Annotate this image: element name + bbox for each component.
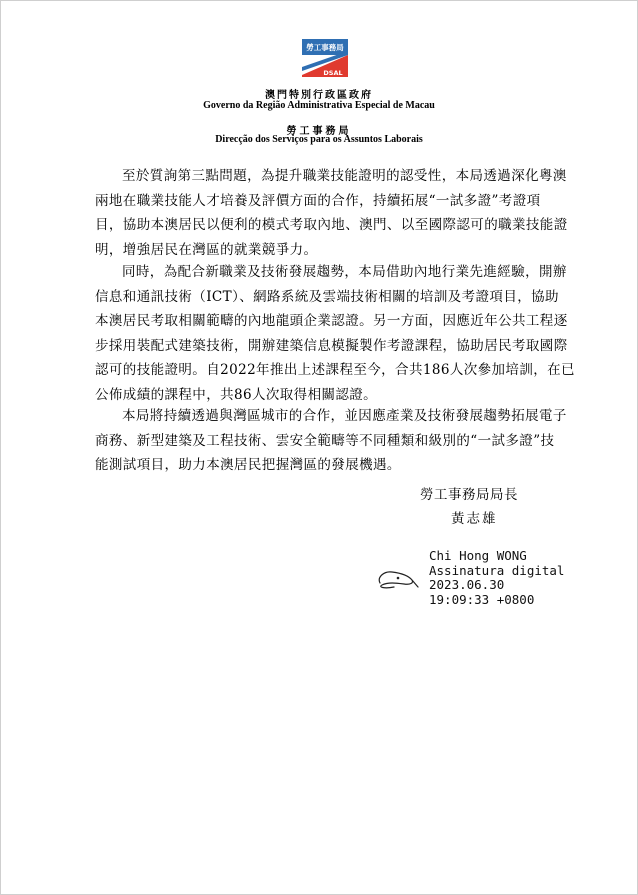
digital-signature-signer: Chi Hong WONG xyxy=(429,548,527,563)
paragraph-line: 信息和通訊技術（ICT）、網路系統及雲端技術相關的培訓及考證項目，協助 xyxy=(95,288,559,305)
paragraph-line: 兩地在職業技能人才培養及評價方面的合作，持續拓展“一試多證”考證項 xyxy=(95,192,541,209)
paragraph-line: 至於質詢第三點問題，為提升職業技能證明的認受性，本局透過深化粵澳 xyxy=(122,168,567,184)
paragraph-line: 商務、新型建築及工程技術、雲安全範疇等不同種類和級別的“一試多證”技 xyxy=(95,432,555,449)
digital-signature-time: 19:09:33 +0800 xyxy=(429,591,535,607)
paragraph-line: 同時，為配合新職業及技術發展趨勢，本局借助內地行業先進經驗，開辦 xyxy=(122,264,567,280)
digital-signature-date: 2023.06.30 xyxy=(429,577,505,593)
paragraph-line: 能測試項目，助力本澳居民把握灣區的發展機遇。 xyxy=(95,457,401,473)
paragraph-line: 步採用裝配式建築技術，開辦建築信息模擬製作考證課程，協助居民考取國際 xyxy=(95,337,568,354)
paragraph-1 xyxy=(95,164,599,262)
government-name-pt: Governo da Região Administrativa Especial de Macau xyxy=(203,100,435,111)
paragraph-line: 本澳居民考取相關範疇的內地龍頭企業認證。另一方面，因應近年公共工程逐 xyxy=(95,313,568,329)
signatory-name: 黃志雄 xyxy=(451,511,498,527)
logo-badge: DSAL xyxy=(323,69,343,77)
paragraph-line: 認可的技能證明。自2022年推出上述課程至今，合共186人次參加培訓，在已 xyxy=(95,362,575,378)
handwritten-signature-icon xyxy=(374,563,424,593)
paragraph-line: 本局將持續透過與灣區城市的合作，並因應產業及技術發展趨勢拓展電子 xyxy=(122,408,567,424)
digital-signature-label: Assinatura digital xyxy=(429,562,565,578)
paragraph-2 xyxy=(95,260,599,407)
paragraph-line: 公佈成績的課程中，共86人次取得相關認證。 xyxy=(95,386,378,403)
signatory-title: 勞工事務局局長 xyxy=(420,487,518,503)
paragraph-line: 明，增強居民在灣區的就業競爭力。 xyxy=(95,241,318,258)
digital-signature xyxy=(429,549,564,607)
paragraph-3 xyxy=(95,404,599,478)
department-name-zh: 勞工事務局 xyxy=(286,126,352,137)
logo-text: 勞工事務局 xyxy=(306,43,344,52)
dsal-logo xyxy=(300,37,350,81)
department-name-pt: Direcção dos Serviços para os Assuntos Laborais xyxy=(215,134,423,145)
paragraph-line: 目，協助本澳居民以便利的模式考取內地、澳門、以至國際認可的職業技能證 xyxy=(95,217,568,233)
government-name-zh: 澳門特別行政區政府 xyxy=(265,90,373,101)
